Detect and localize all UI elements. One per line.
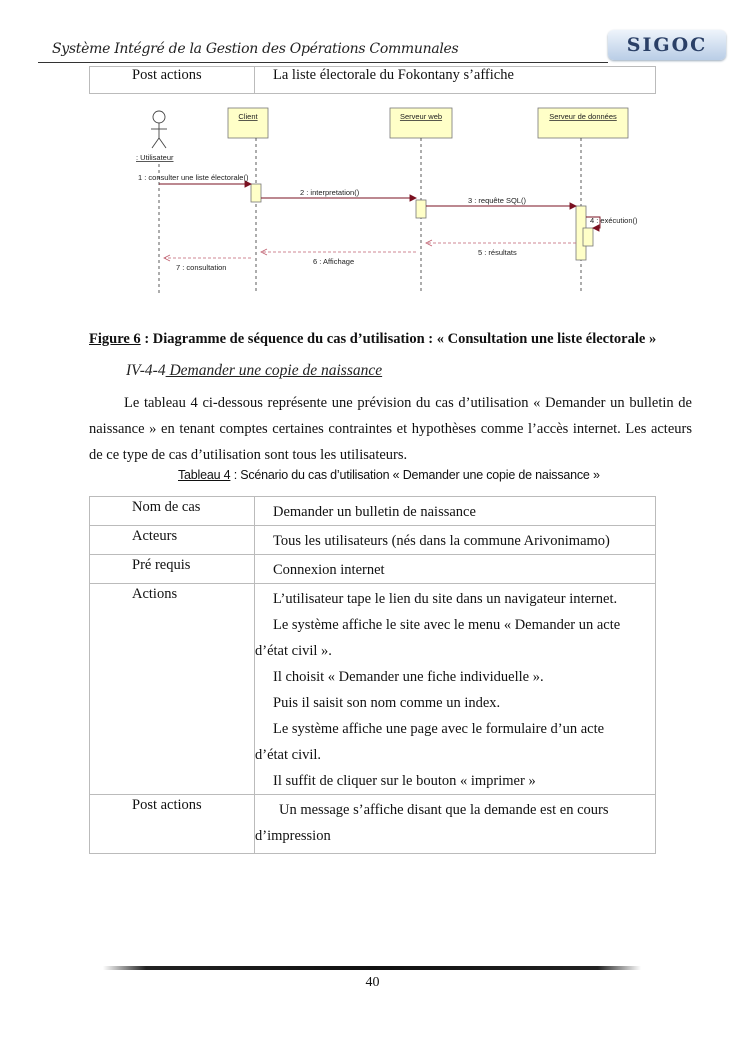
section-heading <box>126 362 382 380</box>
table-row <box>90 526 656 555</box>
row-value: Demander un bulletin de naissance <box>273 504 476 520</box>
row-label: Acteurs <box>90 526 255 555</box>
sigoc-logo: SIGOC <box>608 30 726 60</box>
intro-text: Le tableau 4 ci-dessous représente une prévision du cas d’utilisation « Demander un bulletin de naissance » en tenant comptes certaines contraintes et hypothèses comme l’accès internet. Les acteurs de ce type de cas d’utilisation sont tous les utilisateurs. <box>89 395 692 463</box>
action-line: Il choisit « Demander une fiche individuelle ». <box>273 669 544 685</box>
row-value: Connexion internet <box>273 562 385 578</box>
row-label: Post actions <box>90 795 255 854</box>
row-label: Pré requis <box>90 555 255 584</box>
page-number: 40 <box>365 975 380 990</box>
lifeline-serveur-donnees: Serveur de données <box>549 112 617 121</box>
table-row <box>90 497 656 526</box>
row-label: Nom de cas <box>90 497 255 526</box>
section-number: IV-4-4 <box>126 362 166 379</box>
post-actions-value: La liste électorale du Fokontany s’affiche <box>255 67 656 94</box>
table-title-text: : Scénario du cas d’utilisation « Demander une copie de naissance » <box>230 468 600 482</box>
scenario-table <box>89 496 656 854</box>
action-line: Puis il saisit son nom comme un index. <box>273 695 501 711</box>
figure-caption <box>89 331 656 348</box>
actor-figure <box>151 111 167 148</box>
table-row <box>90 555 656 584</box>
action-line: Le système affiche une page avec le formulaire d’un acte <box>273 721 605 737</box>
table-title <box>178 468 600 482</box>
row-label: Actions <box>90 584 255 795</box>
message-4: 4 : exécution() <box>590 216 638 225</box>
message-6: 6 : Affichage <box>313 257 355 266</box>
figure-label: Figure 6 <box>89 331 141 347</box>
lifeline-serveur-web: Serveur web <box>399 112 443 121</box>
header-title: Système Intégré de la Gestion des Opérations Communales <box>52 41 459 57</box>
action-line: Il suffit de cliquer sur le bouton « imprimer » <box>273 773 536 789</box>
post-actions-label: Post actions <box>90 67 255 94</box>
message-5: 5 : résultats <box>478 248 517 257</box>
section-title: Demander une copie de naissance <box>165 362 383 379</box>
sequence-diagram <box>120 104 660 299</box>
action-line: L’utilisateur tape le lien du site dans un navigateur internet. <box>273 591 618 607</box>
header-rule <box>38 62 608 63</box>
post-action-line: Un message s’affiche disant que la demande est en cours <box>279 802 609 818</box>
message-3: 3 : requête SQL() <box>468 196 526 205</box>
row-value: Tous les utilisateurs (nés dans la commune Arivonimamo) <box>273 533 610 549</box>
table-row <box>90 584 656 795</box>
intro-paragraph <box>89 390 692 468</box>
action-line: d’état civil. <box>255 747 322 763</box>
table-row <box>90 795 656 854</box>
message-7: 7 : consultation <box>176 263 227 272</box>
action-line: d’état civil ». <box>255 643 332 659</box>
post-action-line: d’impression <box>255 828 331 844</box>
table-label: Tableau 4 <box>178 468 231 482</box>
lifeline-client: Client <box>238 112 258 121</box>
footer-rule <box>103 966 641 970</box>
figure-caption-text: : Diagramme de séquence du cas d’utilisation : « Consultation une liste électorale » <box>140 331 657 347</box>
actor-label: : Utilisateur <box>136 153 174 162</box>
message-1: 1 : consulter une liste électorale() <box>138 173 249 182</box>
post-actions-table <box>89 66 656 94</box>
action-line: Le système affiche le site avec le menu « Demander un acte <box>273 617 621 633</box>
message-2: 2 : interpretation() <box>300 188 360 197</box>
